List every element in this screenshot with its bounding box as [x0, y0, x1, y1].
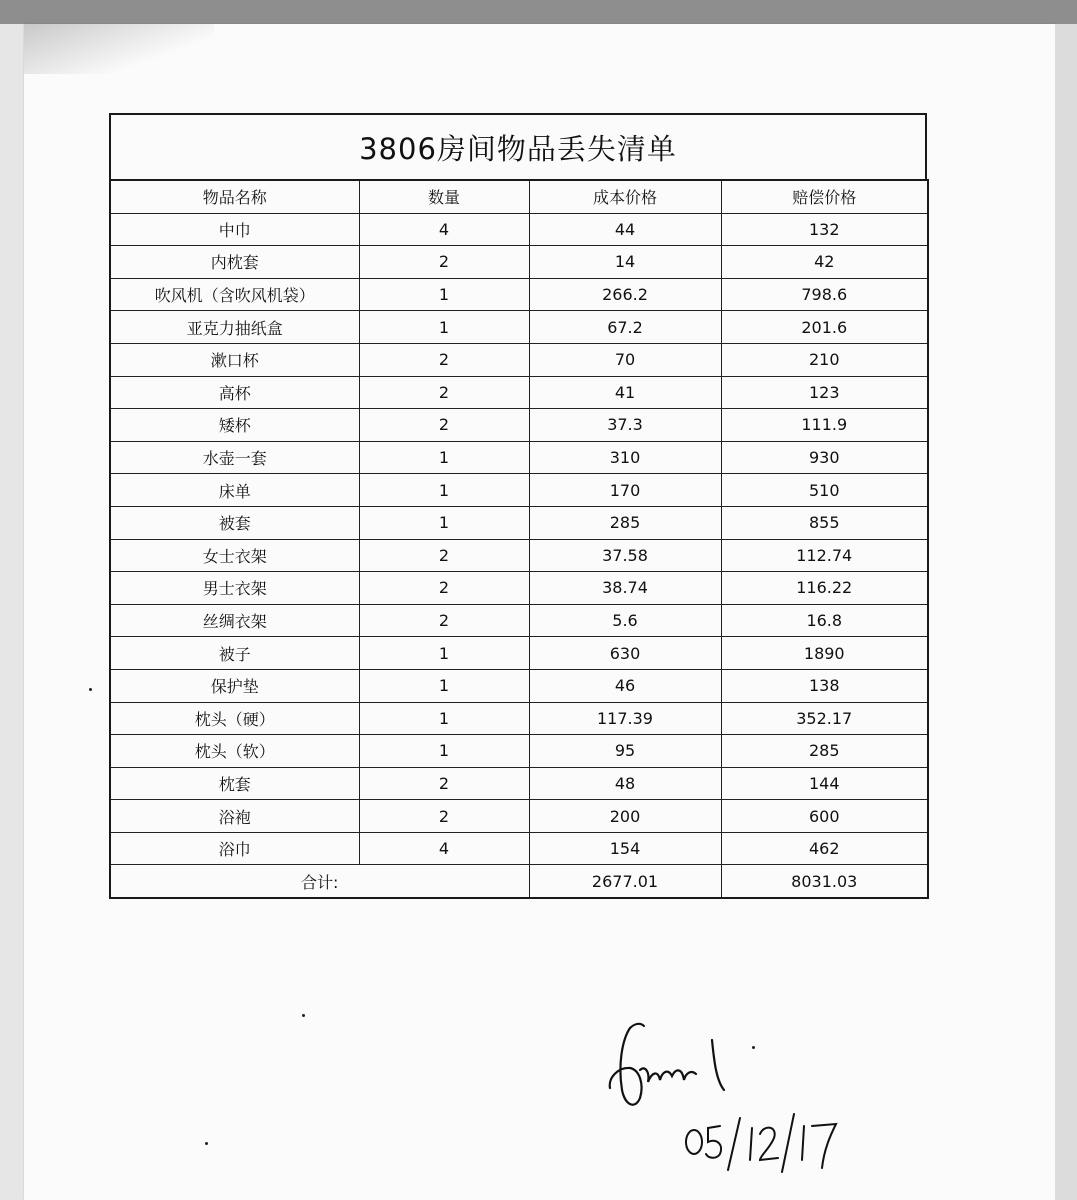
cell-quantity: 1	[359, 474, 529, 507]
cell-compensation-price: 116.22	[721, 572, 928, 605]
cell-item-name: 被套	[110, 506, 359, 539]
cell-compensation-price: 16.8	[721, 604, 928, 637]
table-row	[110, 702, 928, 735]
table-row	[110, 832, 928, 865]
column-header-cost-price: 成本价格	[529, 180, 721, 213]
total-row	[110, 865, 928, 898]
speck	[302, 1014, 305, 1017]
cell-quantity: 4	[359, 213, 529, 246]
cell-compensation-price: 600	[721, 800, 928, 833]
cell-item-name: 床单	[110, 474, 359, 507]
cell-quantity: 1	[359, 637, 529, 670]
cell-cost-price: 5.6	[529, 604, 721, 637]
cell-quantity: 4	[359, 832, 529, 865]
cell-compensation-price: 123	[721, 376, 928, 409]
cell-quantity: 2	[359, 343, 529, 376]
total-compensation: 8031.03	[721, 865, 928, 898]
handwritten-date	[680, 1100, 850, 1180]
cell-cost-price: 154	[529, 832, 721, 865]
cell-cost-price: 630	[529, 637, 721, 670]
cell-cost-price: 310	[529, 441, 721, 474]
cell-compensation-price: 510	[721, 474, 928, 507]
cell-item-name: 保护垫	[110, 669, 359, 702]
table-row	[110, 604, 928, 637]
table-row	[110, 409, 928, 442]
top-bar	[0, 0, 1077, 24]
table-row	[110, 800, 928, 833]
table-title: 3806房间物品丢失清单	[109, 113, 927, 179]
cell-quantity: 2	[359, 376, 529, 409]
table-row	[110, 441, 928, 474]
cell-compensation-price: 112.74	[721, 539, 928, 572]
paper-edge	[1055, 24, 1077, 1200]
cell-item-name: 浴巾	[110, 832, 359, 865]
table-row	[110, 506, 928, 539]
speck	[205, 1142, 208, 1145]
cell-item-name: 亚克力抽纸盒	[110, 311, 359, 344]
cell-item-name: 枕头（硬）	[110, 702, 359, 735]
cell-cost-price: 95	[529, 735, 721, 768]
cell-quantity: 2	[359, 539, 529, 572]
cell-item-name: 矮杯	[110, 409, 359, 442]
cell-compensation-price: 201.6	[721, 311, 928, 344]
table-row	[110, 539, 928, 572]
cell-compensation-price: 111.9	[721, 409, 928, 442]
cell-quantity: 1	[359, 669, 529, 702]
column-header-compensation-price: 赔偿价格	[721, 180, 928, 213]
total-cost: 2677.01	[529, 865, 721, 898]
cell-quantity: 2	[359, 572, 529, 605]
cell-quantity: 2	[359, 409, 529, 442]
cell-cost-price: 285	[529, 506, 721, 539]
items-table	[109, 179, 929, 899]
table-body	[110, 213, 928, 865]
cell-item-name: 内枕套	[110, 246, 359, 279]
cell-cost-price: 200	[529, 800, 721, 833]
cell-cost-price: 46	[529, 669, 721, 702]
speck	[89, 688, 92, 691]
cell-compensation-price: 138	[721, 669, 928, 702]
cell-compensation-price: 42	[721, 246, 928, 279]
table-row	[110, 767, 928, 800]
cell-item-name: 高杯	[110, 376, 359, 409]
cell-cost-price: 70	[529, 343, 721, 376]
cell-item-name: 女士衣架	[110, 539, 359, 572]
cell-quantity: 1	[359, 311, 529, 344]
loss-list-table	[109, 113, 927, 899]
table-row	[110, 278, 928, 311]
cell-item-name: 被子	[110, 637, 359, 670]
table-row	[110, 343, 928, 376]
cell-compensation-price: 352.17	[721, 702, 928, 735]
cell-item-name: 浴袍	[110, 800, 359, 833]
cell-cost-price: 37.58	[529, 539, 721, 572]
cell-cost-price: 117.39	[529, 702, 721, 735]
cell-compensation-price: 144	[721, 767, 928, 800]
cell-quantity: 1	[359, 735, 529, 768]
cell-quantity: 2	[359, 604, 529, 637]
cell-cost-price: 14	[529, 246, 721, 279]
cell-quantity: 1	[359, 278, 529, 311]
cell-compensation-price: 285	[721, 735, 928, 768]
table-row	[110, 376, 928, 409]
cell-quantity: 1	[359, 441, 529, 474]
column-header-quantity: 数量	[359, 180, 529, 213]
cell-item-name: 枕套	[110, 767, 359, 800]
cell-compensation-price: 798.6	[721, 278, 928, 311]
cell-cost-price: 266.2	[529, 278, 721, 311]
cell-compensation-price: 1890	[721, 637, 928, 670]
cell-compensation-price: 132	[721, 213, 928, 246]
header-row	[110, 180, 928, 213]
cell-quantity: 2	[359, 767, 529, 800]
table-row	[110, 637, 928, 670]
cell-item-name: 男士衣架	[110, 572, 359, 605]
cell-item-name: 枕头（软）	[110, 735, 359, 768]
table-row	[110, 213, 928, 246]
cell-quantity: 2	[359, 246, 529, 279]
table-row	[110, 669, 928, 702]
table-row	[110, 572, 928, 605]
cell-compensation-price: 855	[721, 506, 928, 539]
cell-cost-price: 41	[529, 376, 721, 409]
cell-cost-price: 67.2	[529, 311, 721, 344]
cell-cost-price: 170	[529, 474, 721, 507]
cell-quantity: 2	[359, 800, 529, 833]
cell-quantity: 1	[359, 506, 529, 539]
cell-item-name: 水壶一套	[110, 441, 359, 474]
cell-cost-price: 44	[529, 213, 721, 246]
cell-compensation-price: 210	[721, 343, 928, 376]
total-label: 合计:	[110, 865, 529, 898]
cell-compensation-price: 930	[721, 441, 928, 474]
table-row	[110, 311, 928, 344]
cell-item-name: 漱口杯	[110, 343, 359, 376]
cell-item-name: 丝绸衣架	[110, 604, 359, 637]
cell-item-name: 吹风机（含吹风机袋）	[110, 278, 359, 311]
cell-cost-price: 38.74	[529, 572, 721, 605]
cell-item-name: 中巾	[110, 213, 359, 246]
cell-compensation-price: 462	[721, 832, 928, 865]
cell-quantity: 1	[359, 702, 529, 735]
table-row	[110, 474, 928, 507]
column-header-item-name: 物品名称	[110, 180, 359, 213]
cell-cost-price: 37.3	[529, 409, 721, 442]
table-row	[110, 246, 928, 279]
cell-cost-price: 48	[529, 767, 721, 800]
table-row	[110, 735, 928, 768]
